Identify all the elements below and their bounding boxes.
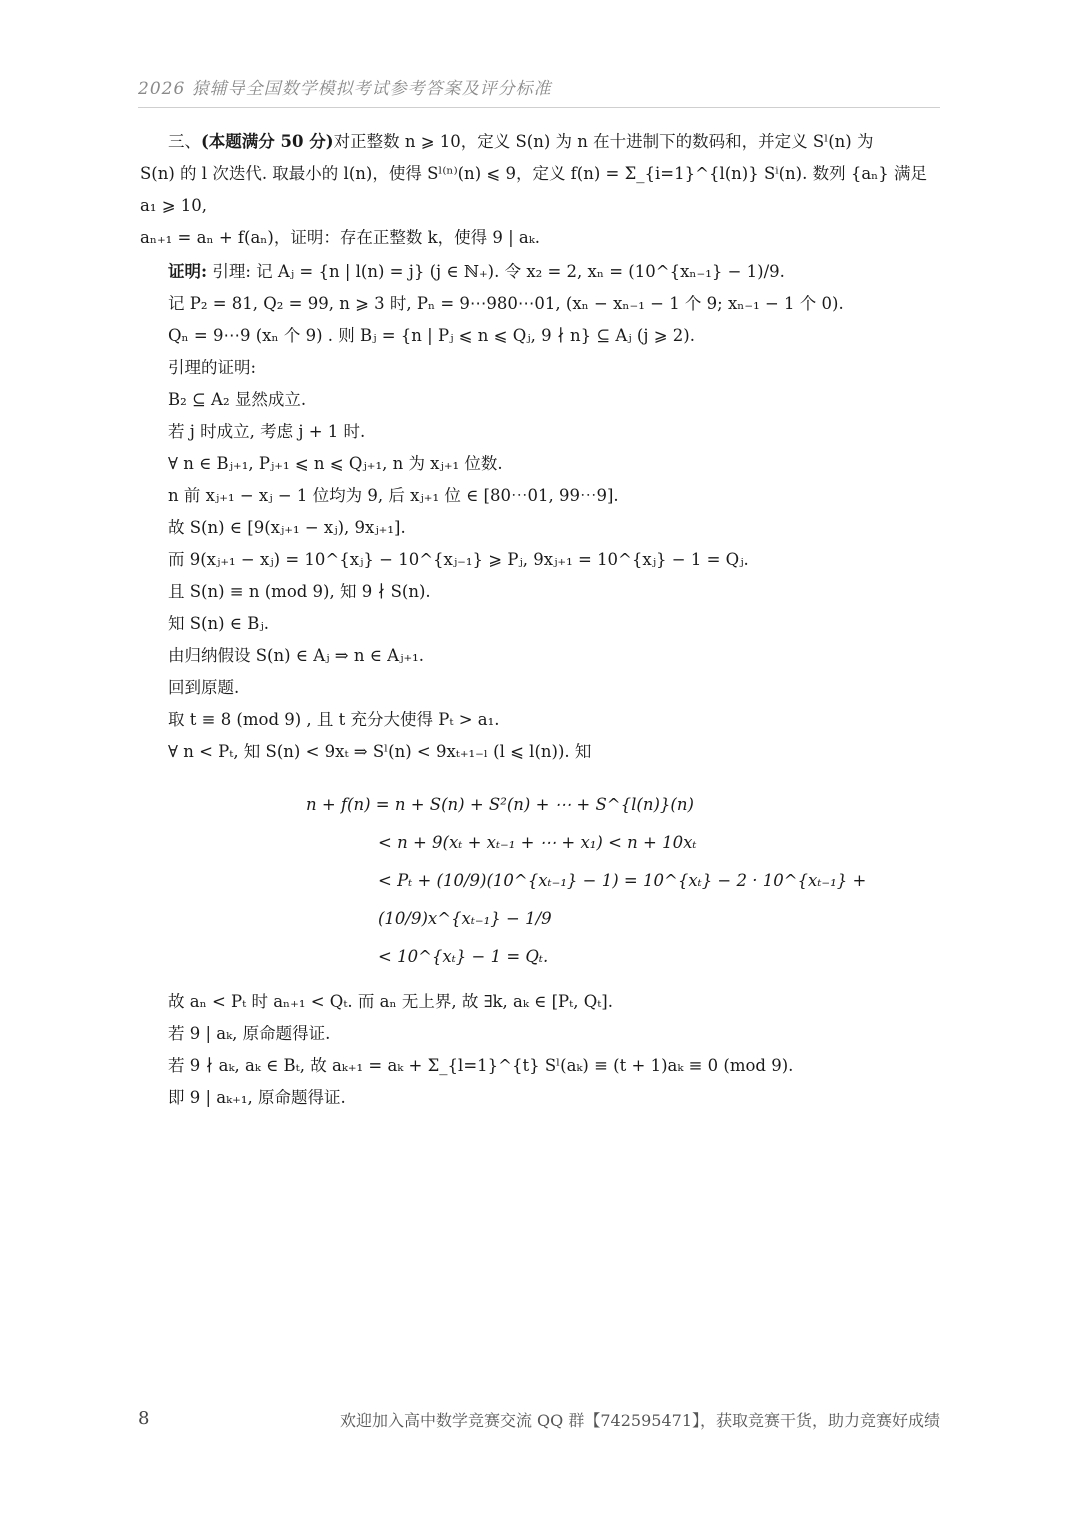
proof-line-12: 由归纳假设 S(n) ∈ Aⱼ ⇒ n ∈ Aⱼ₊₁. bbox=[168, 646, 425, 665]
problem-line-1 bbox=[140, 126, 942, 158]
proof-line-6: ∀ n ∈ Bⱼ₊₁, Pⱼ₊₁ ⩽ n ⩽ Qⱼ₊₁, n 为 xⱼ₊₁ 位数. bbox=[168, 454, 503, 473]
conclusion-line-3: 即 9 | aₖ₊₁, 原命题得证. bbox=[168, 1088, 346, 1107]
proof-line-3: 引理的证明: bbox=[168, 358, 257, 377]
problem-line-3: aₙ₊₁ = aₙ + f(aₙ)，证明：存在正整数 k，使得 9 | aₖ. bbox=[140, 228, 540, 247]
proof-line-14: 取 t ≡ 8 (mod 9) , 且 t 充分大使得 Pₜ > a₁. bbox=[168, 710, 500, 729]
equation-row-3: < 10^{xₜ} − 1 = Qₜ. bbox=[378, 947, 549, 966]
proof-label: 证明: bbox=[168, 262, 208, 281]
conclusion-line-2: 若 9 ∤ aₖ, aₖ ∈ Bₜ, 故 aₖ₊₁ = aₖ + Σ_{l=1}^{t} Sˡ(aₖ) ≡ (t + 1)aₖ ≡ 0 (mod 9). bbox=[168, 1056, 794, 1075]
proof-line-7: n 前 xⱼ₊₁ − xⱼ − 1 位均为 9, 后 xⱼ₊₁ 位 ∈ [80⋯01, 99⋯9]. bbox=[168, 486, 619, 505]
equation-row-1: < n + 9(xₜ + xₜ₋₁ + ⋯ + x₁) < n + 10xₜ bbox=[378, 833, 697, 852]
proof-text-0: 引理: 记 Aⱼ = {n | l(n) = j} (j ∈ ℕ₊). 令 x₂ = 2, xₙ = (10^{xₙ₋₁} − 1)/9. bbox=[212, 262, 785, 281]
problem-label: 三、 bbox=[168, 132, 201, 151]
proof-line-11: 知 S(n) ∈ Bⱼ. bbox=[168, 614, 269, 633]
equation-row-2: < Pₜ + (10/9)(10^{xₜ₋₁} − 1) = 10^{xₜ} − 2 · 10^{xₜ₋₁} + (10/9)x^{xₜ₋₁} − 1/9 bbox=[378, 871, 867, 928]
document-body bbox=[140, 126, 942, 1114]
proof-line-5: 若 j 时成立, 考虑 j + 1 时. bbox=[168, 422, 366, 441]
proof-line-8: 故 S(n) ∈ [9(xⱼ₊₁ − xⱼ), 9xⱼ₊₁]. bbox=[168, 518, 406, 537]
proof-line-2: Qₙ = 9⋯9 (xₙ 个 9) . 则 Bⱼ = {n | Pⱼ ⩽ n ⩽ Qⱼ, 9 ∤ n} ⊆ Aⱼ (j ⩾ 2). bbox=[168, 326, 695, 345]
page-number: 8 bbox=[138, 1408, 150, 1429]
problem-line-2: S(n) 的 l 次迭代. 取最小的 l(n)，使得 Sˡ⁽ⁿ⁾(n) ⩽ 9，定义 f(n) = Σ_{i=1}^{l(n)} Sⁱ(n). 数列 {aₙ} 满足 a₁ ⩾ 10, bbox=[140, 164, 928, 215]
problem-text-1: 对正整数 n ⩾ 10，定义 S(n) 为 n 在十进制下的数码和，并定义 Sˡ(n) 为 bbox=[333, 132, 874, 151]
proof-line-10: 且 S(n) ≡ n (mod 9), 知 9 ∤ S(n). bbox=[168, 582, 431, 601]
proof-line-9: 而 9(xⱼ₊₁ − xⱼ) = 10^{xⱼ} − 10^{xⱼ₋₁} ⩾ Pⱼ, 9xⱼ₊₁ = 10^{xⱼ} − 1 = Qⱼ. bbox=[168, 550, 749, 569]
proof-line-1: 记 P₂ = 81, Q₂ = 99, n ⩾ 3 时, Pₙ = 9⋯980⋯01, (xₙ − xₙ₋₁ − 1 个 9; xₙ₋₁ − 1 个 0). bbox=[168, 294, 844, 313]
problem-statement bbox=[140, 126, 942, 254]
proof-line-13: 回到原题. bbox=[168, 678, 240, 697]
equation-row-0: n + f(n) = n + S(n) + S²(n) + ⋯ + S^{l(n)}(n) bbox=[306, 795, 694, 814]
proof-line-4: B₂ ⊆ A₂ 显然成立. bbox=[168, 390, 307, 409]
proof-line-0 bbox=[168, 256, 942, 288]
conclusion-line-0: 故 aₙ < Pₜ 时 aₙ₊₁ < Qₜ. 而 aₙ 无上界, 故 ∃k, aₖ ∈ [Pₜ, Qₜ]. bbox=[168, 992, 613, 1011]
conclusion-line-1: 若 9 | aₖ, 原命题得证. bbox=[168, 1024, 331, 1043]
proof-section bbox=[140, 256, 942, 1114]
footer-note: 欢迎加入高中数学竞赛交流 QQ 群【742595471】，获取竞赛干货，助力竞赛好成绩 bbox=[339, 1411, 940, 1430]
proof-line-15: ∀ n < Pₜ, 知 S(n) < 9xₜ ⇒ Sˡ(n) < 9xₜ₊₁₋ₗ (l ⩽ l(n)). 知 bbox=[168, 742, 592, 761]
score-tag: (本题满分 50 分) bbox=[201, 132, 334, 151]
page-header: 2026 猿辅导全国数学模拟考试参考答案及评分标准 bbox=[138, 74, 940, 108]
display-equation bbox=[306, 786, 942, 976]
